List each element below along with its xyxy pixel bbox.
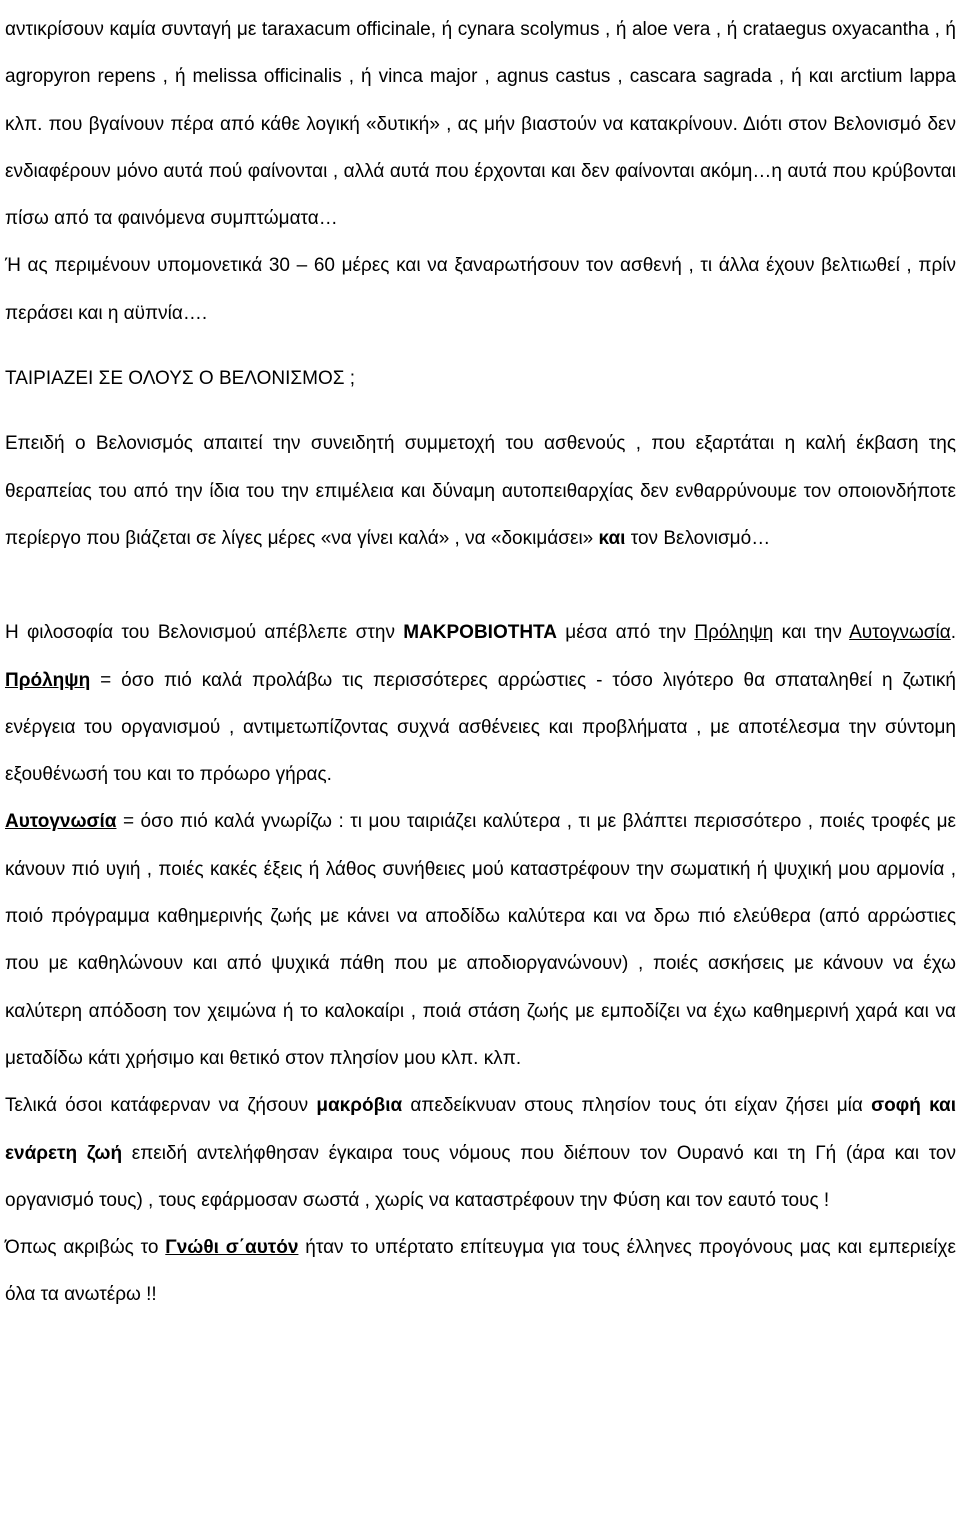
paragraph-longevity-conclusion: [5, 1082, 956, 1224]
bold-run: και: [598, 527, 626, 549]
bold-underlined-term: Αυτογνωσία: [5, 811, 117, 833]
text-run: Όπως ακριβώς το: [5, 1237, 166, 1259]
paragraph-herbs-intro: αντικρίσουν καμία συνταγή με taraxacum officinale, ή cynara scolymus , ή aloe vera , ή crataegus oxyacantha , ή agropyron repens , ή melissa officinalis , ή vinca major , agnus castus , cascara sagrada , ή και arctium lappa κλπ. που βγαίνουν πέρα από κάθε λογική «δυτική» , ας μήν βιαστούν να κατακρίνουν. Διότι στον Βελονισμό δεν ενδιαφέρουν μόνο αυτά πού φαίνονται , αλλά αυτά που έρχονται και δεν φαίνονται ακόμη…η αυτά που κρύβονται πίσω από τα φαινόμενα συμπτώματα…: [5, 19, 956, 230]
text-run: μέσα από την: [556, 622, 695, 644]
bold-underlined-term: Πρόληψη: [5, 669, 91, 691]
text-run: .: [950, 622, 957, 644]
section-heading: ΤΑΙΡΙΑΖΕΙ ΣΕ ΟΛΟΥΣ Ο ΒΕΛΟΝΙΣΜΟΣ ;: [5, 368, 356, 390]
text-run: απεδείκνυαν στους πλησίον τους ότι είχαν ζήσει μία: [402, 1095, 872, 1117]
bold-run: σοφή και ενάρετη ζωή: [5, 1095, 956, 1164]
underlined-run: Αυτογνωσία: [849, 622, 951, 644]
text-run: επειδή αντελήφθησαν έγκαιρα τους νόμους που διέπουν τον Ουρανό και τη Γή (άρα και τον οργανισμό τους) , τους εφάρμοσαν σωστά , χωρίς να καταστρέφουν την Φύση και τον εαυτό τους !: [5, 1142, 956, 1211]
text-run: Η φιλοσοφία του Βελονισμού απέβλεπε στην: [5, 622, 404, 644]
paragraph-acupuncture-participation: [5, 420, 956, 562]
spacer: [5, 337, 956, 355]
text-run: ήταν το υπέρτατο επίτευγμα για τους έλληνες προγόνους μας και εμπεριείχε όλα τα ανωτέρω !!: [5, 1237, 956, 1306]
bold-underlined-term: Γνώθι σ΄αυτόν: [165, 1237, 299, 1259]
paragraph-know-thyself: [5, 1224, 956, 1319]
bold-run: ΜΑΚΡΟΒΙΟΤΗΤΑ: [403, 622, 557, 644]
text-run: τον Βελονισμό…: [625, 527, 771, 549]
paragraph-self-knowledge: [5, 798, 956, 1082]
text-run: Τελικά όσοι κατάφερναν να ζήσουν: [5, 1095, 317, 1117]
text-run: = όσο πιό καλά γνωρίζω : τι μου ταιριάζει καλύτερα , τι με βλάπτει περισσότερο , ποιές τροφές με κάνουν πιό υγιή , ποιές κακές έξεις ή λάθος συνήθειες μού καταστρέφουν την σωματική ή ψυχική μου αρμονία , ποιό πρόγραμμα καθημερινής ζωής με κάνει να αποδίδω καλύτερα και να δρω πιό ελεύθερα (από αρρώστιες που με καθηλώνουν και από ψυχικά πάθη που με αποδιοργανώνουν) , ποιές ασκήσεις με κάνουν να έχω καλύτερη απόδοση τον χειμώνα ή το καλοκαίρι , ποιά στάση ζωής με εμποδίζει να έχω καθημερινή χαρά και να μεταδίδω κάτι χρήσιμο και θετικό στον πλησίον μου κλπ. κλπ.: [5, 811, 956, 1069]
underlined-run: Πρόληψη: [694, 622, 774, 644]
text-run: = όσο πιό καλά προλάβω τις περισσότερες αρρώστιες - τόσο λιγότερο θα σπαταληθεί η ζωτική ενέργεια του οργανισμού , αντιμετωπίζοντας συχνά ασθένειες και προβλήματα , με αποτέλεσμα την σύντομη εξουθένωσή του και το πρόωρο γήρας.: [5, 669, 956, 786]
text-run: Επειδή ο Βελονισμός απαιτεί την συνειδητή συμμετοχή του ασθενούς , που εξαρτάται η καλή έκβαση της θεραπείας του από την ίδια του την επιμέλεια και δύναμη αυτοπειθαρχίας δεν ενθαρρύνουμε τον οποιονδήποτε περίεργο που βιάζεται σε λίγες μέρες «να γίνει καλά» , να «δοκιμάσει»: [5, 433, 956, 549]
spacer: [5, 562, 956, 609]
bold-run: μακρόβια: [316, 1095, 403, 1117]
spacer: [5, 402, 956, 420]
paragraph-patience: Ή ας περιμένουν υπομονετικά 30 – 60 μέρες και να ξαναρωτήσουν τον ασθενή , τι άλλα έχουν βελτιωθεί , πρίν περάσει και η αϋπνία….: [5, 255, 956, 324]
paragraph-philosophy-longevity: [5, 609, 956, 798]
text-run: και την: [773, 622, 850, 644]
